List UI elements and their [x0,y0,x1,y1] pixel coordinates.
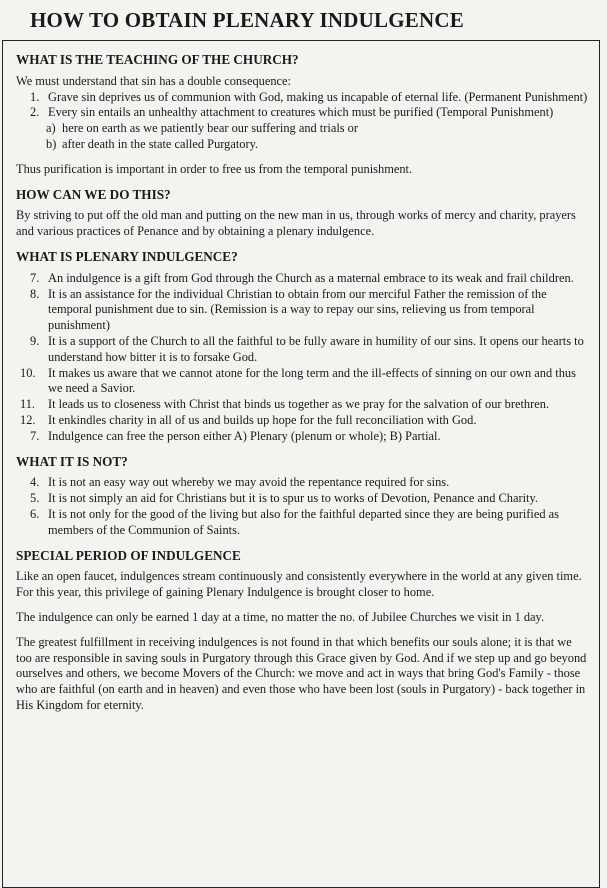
special-paragraph-1: Like an open faucet, indulgences stream continuously and consistently everywhere in the world at any given time. For this year, this privilege of gaining Plenary Indulgence is brought closer to home. [16,569,582,600]
item-number: 7. [30,428,40,443]
teaching-outro: Thus purification is important in order to free us from the temporal punishment. [16,161,413,176]
item-text: Every sin entails an unhealthy attachment to creatures which must be purified (Temporal Punishment) [48,105,554,120]
item-text: It is an assistance for the individual Christian to obtain from our merciful Father the remission of the temporal punishment due to sin. (Remission is a way to repay our sins, relieving us from temporal punishment) [48,286,547,333]
list-item [16,397,589,413]
item-text: It is not only for the good of the living but also for the faithful departed since they are being purified as members of the Communion of Saints. [48,506,559,537]
special-paragraph-3: The greatest fulfillment in receiving indulgences is not found in that which benefits our souls alone; it is that we too are responsible in saving souls in Purgatory through this Grace given by God. And if we step up and go beyond ourselves and others, we become Movers of the Church: we move and act in ways that bring God's Family - those who are faithful (on earth and in heaven) and even those who have been lost (souls in Purgatory) - back together in His Kingdom for eternity. [16,634,587,712]
not-list [16,475,589,538]
item-number: 4. [30,475,40,490]
list-item [16,475,589,491]
section-heading-teaching: WHAT IS THE TEACHING OF THE CHURCH? [16,52,299,67]
page-title: HOW TO OBTAIN PLENARY INDULGENCE [30,8,464,32]
sub-item-letter: b) [46,136,57,151]
item-text: It makes us aware that we cannot atone for the long term and the ill-effects of sinning on our own and thus we need a Savior. [48,365,576,396]
sub-item [16,121,589,137]
item-number: 2. [30,105,40,120]
item-text: It leads us to closeness with Christ that binds us together as we pray for the salvation of our brethren. [48,397,550,412]
section-heading-special: SPECIAL PERIOD OF INDULGENCE [16,547,241,563]
section-heading-plenary: WHAT IS PLENARY INDULGENCE? [16,248,238,264]
item-text: It enkindles charity in all of us and builds up hope for the full reconciliation with God. [48,412,477,427]
list-item [16,413,589,429]
item-number: 6. [30,506,40,521]
sub-item-text: after death in the state called Purgatory. [62,136,259,151]
list-item [16,507,589,539]
sub-item [16,137,589,153]
item-number: 1. [30,89,40,104]
list-item [16,366,589,398]
item-text: It is not an easy way out whereby we may avoid the repentance required for sins. [48,475,450,490]
sub-item-text: here on earth as we patiently bear our suffering and trials or [62,121,359,136]
list-item [16,271,589,287]
list-item [16,287,589,334]
section-heading-not: WHAT IT IS NOT? [16,453,128,469]
special-paragraph-2: The indulgence can only be earned 1 day at a time, no matter the no. of Jubilee Churches we visit in 1 day. [16,609,545,624]
item-number: 8. [30,286,40,301]
sub-item-letter: a) [46,121,56,136]
item-text: It is not simply an aid for Christians but it is to spur us to works of Devotion, Penance and Charity. [48,491,538,506]
item-number: 7. [30,270,40,285]
list-item [16,334,589,366]
item-text: An indulgence is a gift from God through the Church as a maternal embrace to its weak and frail children. [48,270,574,285]
item-number: 9. [30,333,40,348]
list-item [16,491,589,507]
teaching-list [16,90,589,122]
plenary-list [16,271,589,445]
list-item [16,90,589,106]
item-text: Grave sin deprives us of communion with God, making us incapable of eternal life. (Permanent Punishment) [48,89,588,104]
item-number: 10. [20,365,36,380]
item-number: 12. [20,412,36,427]
section-heading-how: HOW CAN WE DO THIS? [16,186,171,202]
item-text: It is a support of the Church to all the faithful to be fully aware in humility of our sins. It opens our hearts to understand how bitter it is to forsake God. [48,333,584,364]
item-number: 11. [20,397,36,412]
content-frame [2,40,600,888]
list-item [16,105,589,121]
item-number: 5. [30,491,40,506]
how-text: By striving to put off the old man and putting on the new man in us, through works of mercy and charity, prayers and various practices of Penance and by obtaining a plenary indulgence. [16,208,576,239]
teaching-intro: We must understand that sin has a double consequence: [16,73,291,88]
list-item [16,429,589,445]
item-text: Indulgence can free the person either A) Plenary (plenum or whole); B) Partial. [48,428,441,443]
